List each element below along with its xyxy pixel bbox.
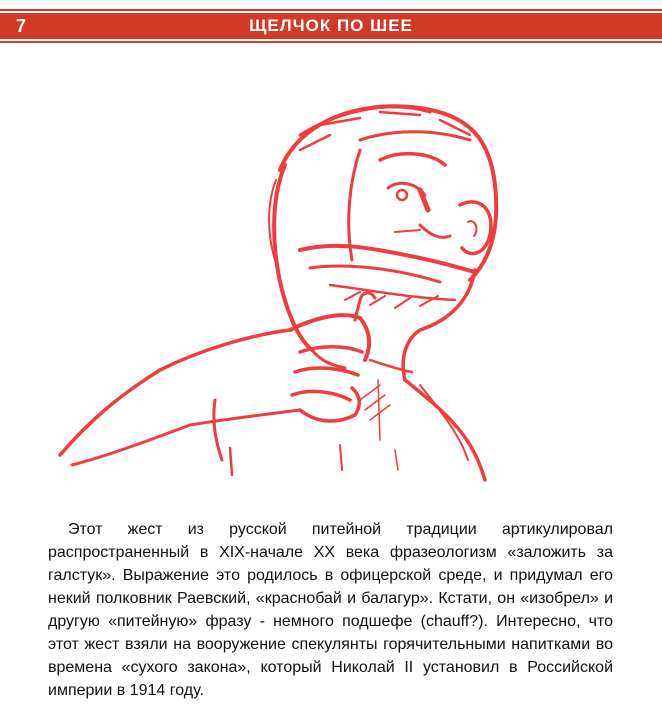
header-top-rule (0, 9, 662, 11)
page-number: 7 (16, 16, 27, 36)
article-paragraph: Этот жест из русской питейной традиции артикулировал распространенный в XIX-начале XX века фразеологизм «заложить за галстук». Выражение это родилось в офицерской среде, и придумал его некий полковник Раевский, «краснобай и балагур». Кстати, он «изобрел» и другую «питейную» фразу - немного подшефе (chauff?). Интересно, что этот жест взяли на вооружение спекулянты горячительными напитками во времена «сухого закона», который Николай II установил в Российской империи в 1914 году. (48, 521, 613, 699)
header-bottom-rule (0, 41, 662, 43)
page-header (0, 0, 662, 50)
sketch-drawing-icon (40, 80, 520, 500)
chapter-title: ЩЕЛЧОК ПО ШЕЕ (249, 16, 413, 35)
neck-flick-illustration (40, 80, 520, 500)
